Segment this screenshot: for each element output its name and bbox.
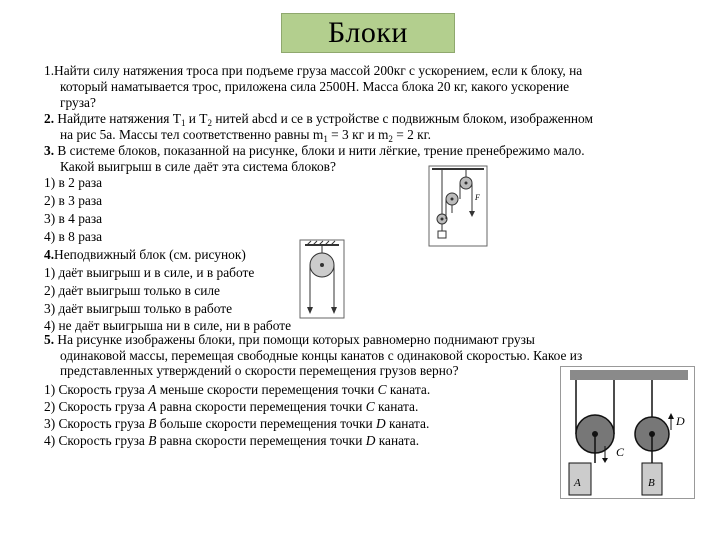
problem-5-line-3: представленных утверждений о скорости перемещения грузов верно? [60, 363, 459, 378]
problem-5-line-1: 5. На рисунке изображены блоки, при помощи которых равномерно поднимают грузы [44, 332, 535, 347]
problem-2-line-2: на рис 5а. Массы тел соответственно равны $m_1 = 3$ кг и $m_2 = 2$ кг. [60, 127, 432, 144]
problem-5-option-4: 4) Скорость груза B равна скорости перемещения точки D каната. [44, 433, 420, 448]
problem-4-option-1: 1) даёт выигрыш и в силе, и в работе [44, 265, 255, 280]
point-c-label: C [616, 445, 625, 459]
two-pulleys-figure [560, 366, 695, 499]
problem-4-option-3: 3) даёт выигрыш только в работе [44, 301, 233, 316]
load-a-label: A [574, 477, 581, 489]
problem-3-line-2: Какой выигрыш в силе даёт эта система блоков? [60, 159, 336, 174]
slide-title: Блоки [281, 13, 455, 53]
problem-1-line-3: груза? [60, 95, 96, 110]
problem-4-line-1: 4.Неподвижный блок (см. рисунок) [44, 247, 246, 262]
problem-4-option-4: 4) не даёт выигрыша ни в силе, ни в работе [44, 318, 292, 333]
problem-3-option-1: 1) в 2 раза [44, 175, 103, 190]
pulley-system-figure [428, 165, 488, 247]
problem-2-line-1: 2. Найдите натяжения $T_1$ и $T_2$ нитей abcd и ce в устройстве с подвижным блоком, изображенном [44, 111, 593, 128]
problem-5-option-1: 1) Скорость груза A меньше скорости перемещения точки C каната. [44, 382, 431, 397]
fixed-pulley-figure [299, 239, 345, 319]
problem-1-line-1: 1.Найти силу натяжения троса при подъеме груза массой 200кг с ускорением, если к блоку, на [44, 63, 583, 78]
problem-3-option-2: 2) в 3 раза [44, 193, 103, 208]
problem-5-option-2: 2) Скорость груза A равна скорости перемещения точки C каната. [44, 399, 419, 414]
problem-1-line-2: который наматывается трос, приложена сила 2500Н. Масса блока 20 кг, какого ускорение [60, 79, 570, 94]
load-b-label: B [648, 477, 655, 489]
problem-3-line-1: 3. В системе блоков, показанной на рисунке, блоки и нити лёгкие, трение пренебрежимо мало. [44, 143, 585, 158]
problem-4-option-2: 2) даёт выигрыш только в силе [44, 283, 220, 298]
problem-5-option-3: 3) Скорость груза B больше скорости перемещения точки D каната. [44, 416, 430, 431]
point-d-label: D [676, 414, 685, 428]
force-f-label: F [475, 193, 480, 202]
problem-3-option-4: 4) в 8 раза [44, 229, 103, 244]
problem-5-line-2: одинаковой массы, перемещая свободные концы канатов с одинаковой скоростью. Какое из [60, 348, 583, 363]
problem-3-option-3: 3) в 4 раза [44, 211, 103, 226]
